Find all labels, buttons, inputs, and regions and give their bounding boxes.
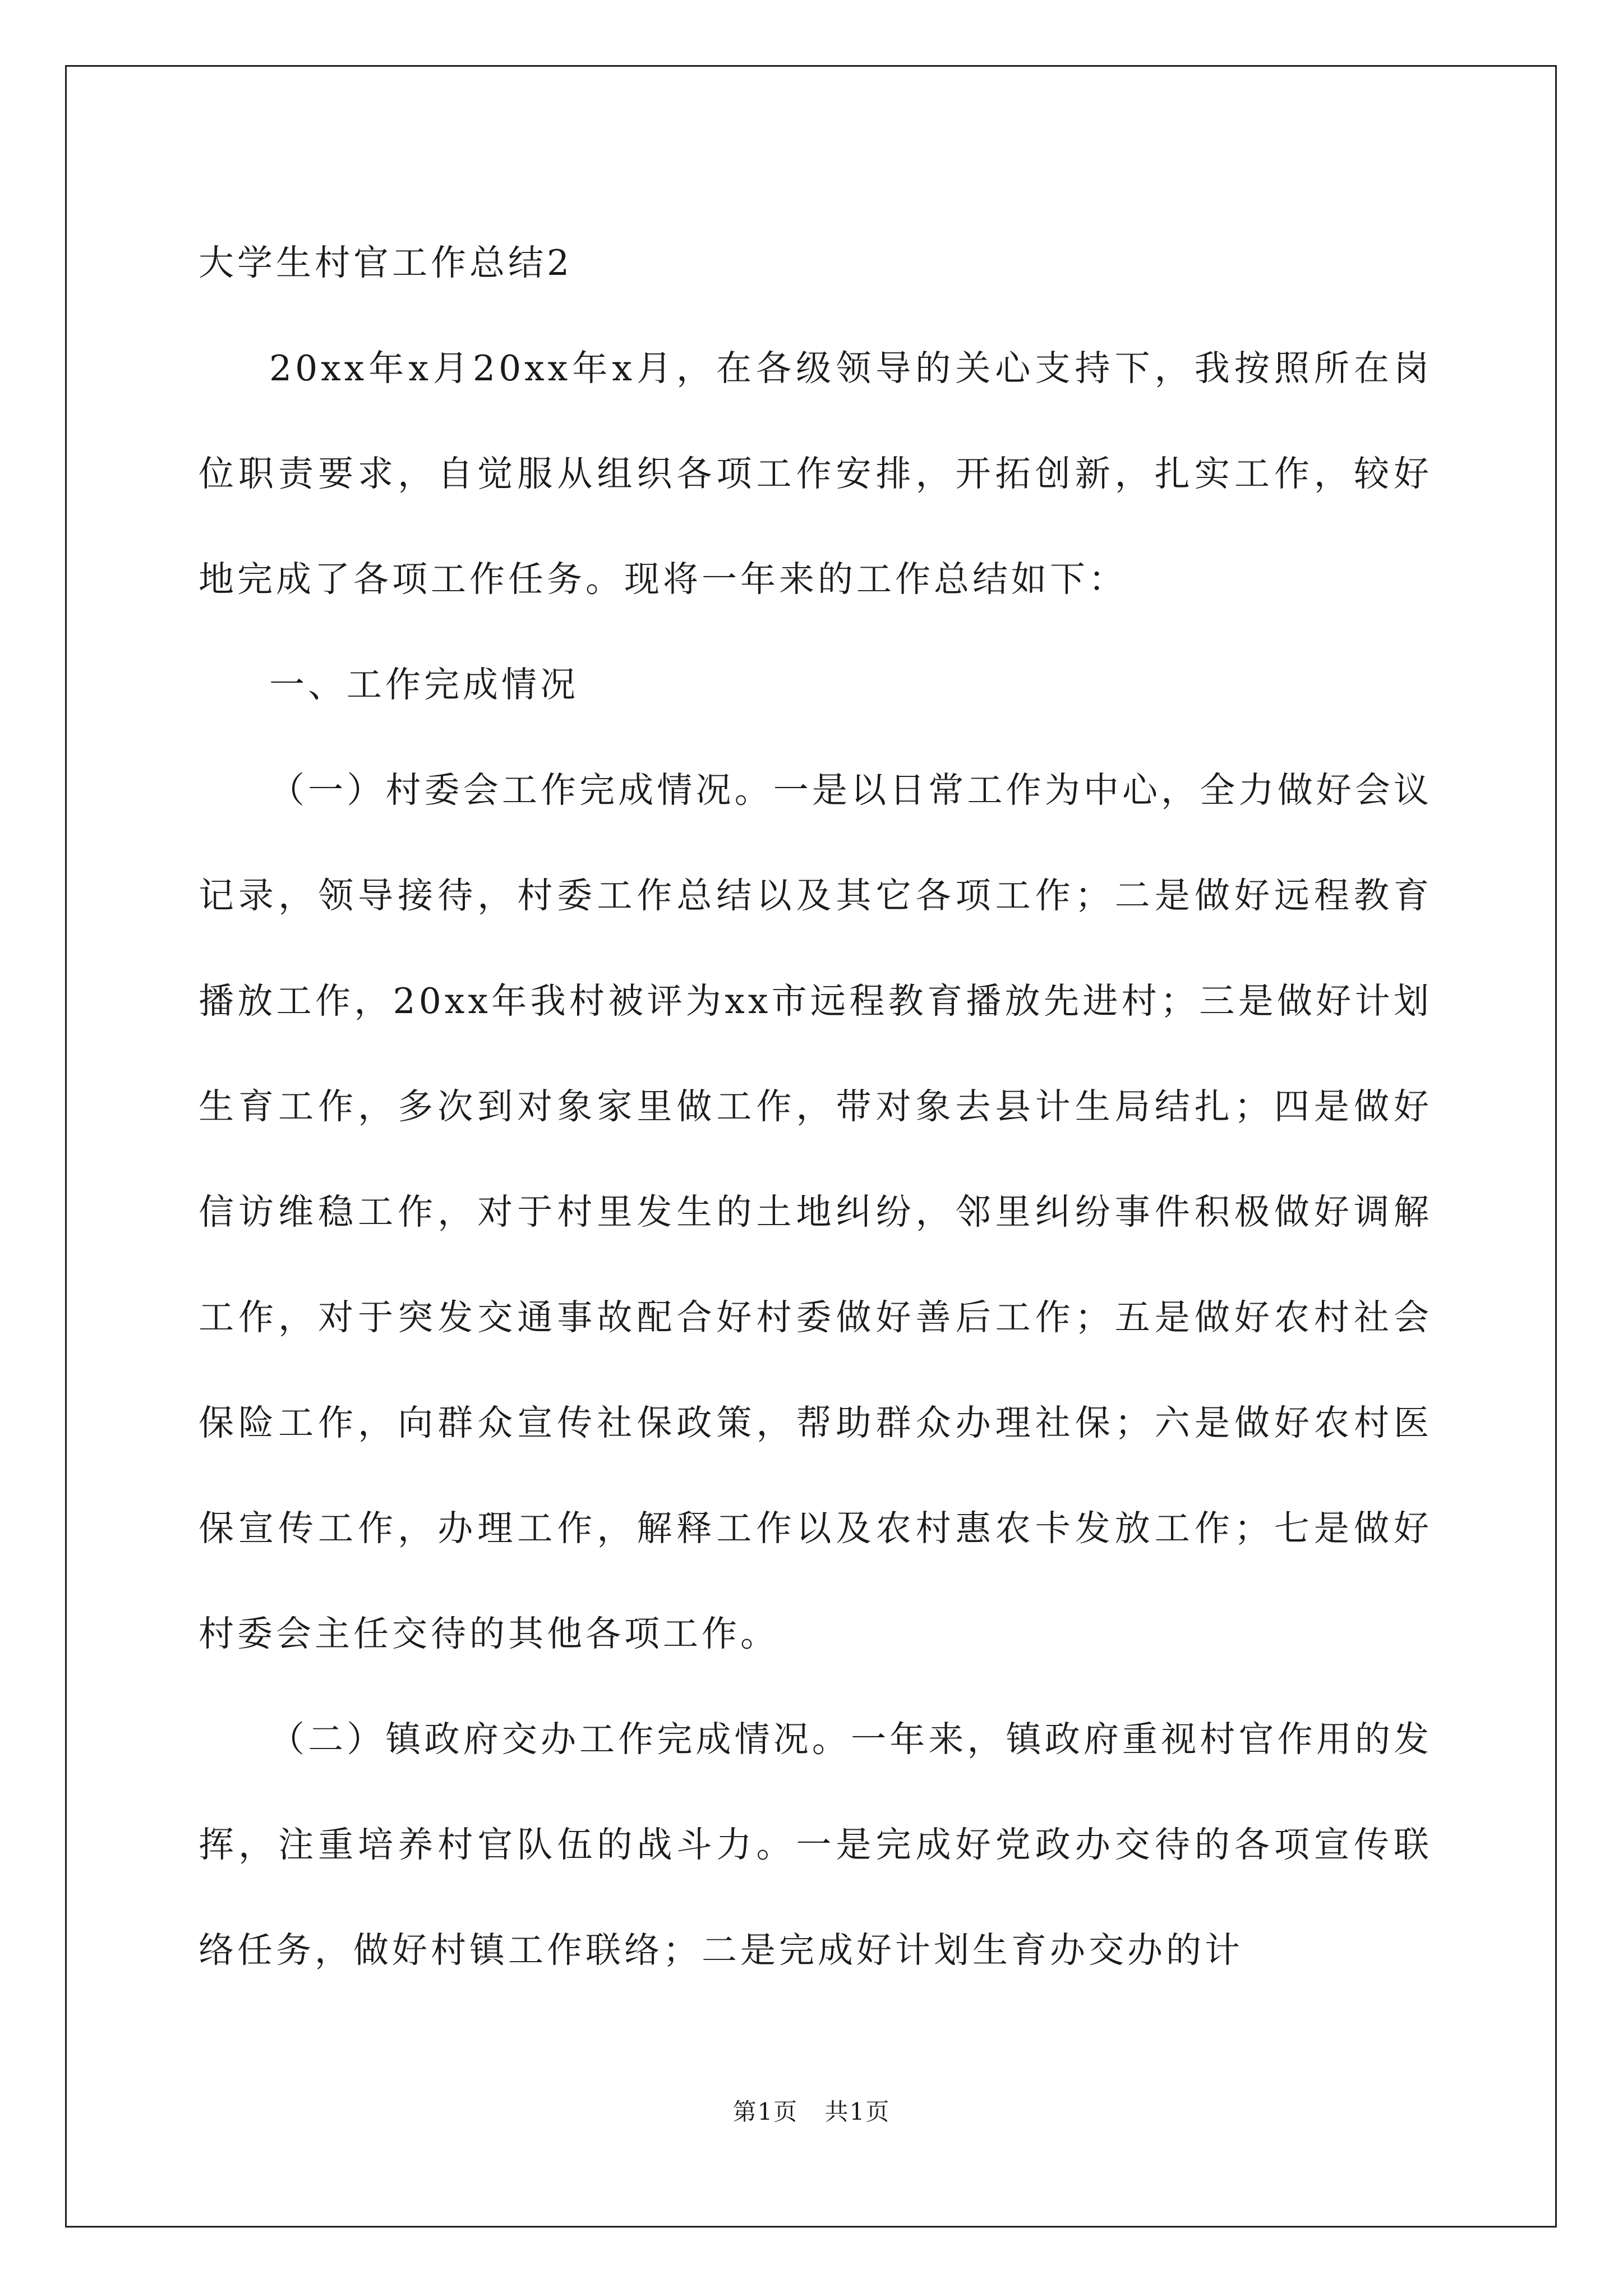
paragraph-intro: 20xx年x月20xx年x月，在各级领导的关心支持下，我按照所在岗位职责要求，自觉服从组织各项工作安排，开拓创新，扎实工作，较好地完成了各项工作任务。现将一年来的工作总结如下：: [199, 348, 1432, 600]
document-title: 大学生村官工作总结2: [199, 242, 573, 283]
document-body: [199, 210, 1432, 2003]
page-total: 共1页: [824, 2098, 891, 2125]
page-number: 第1页: [732, 2098, 799, 2125]
paragraph-village-committee: （一）村委会工作完成情况。一是以日常工作为中心，全力做好会议记录，领导接待，村委工作总结以及其它各项工作；二是做好远程教育播放工作，20xx年我村被评为xx市远程教育播放先进村；三是做好计划生育工作，多次到对象家里做工作，带对象去县计生局结扎；四是做好信访维稳工作，对于村里发生的土地纠纷，邻里纠纷事件积极做好调解工作，对于突发交通事故配合好村委做好善后工作；五是做好农村社会保险工作，向群众宣传社保政策，帮助群众办理社保；六是做好农村医保宣传工作，办理工作，解释工作以及农村惠农卡发放工作；七是做好村委会主任交待的其他各项工作。: [199, 770, 1432, 1654]
section-heading: 一、工作完成情况: [269, 664, 579, 705]
paragraph-town-government: （二）镇政府交办工作完成情况。一年来，镇政府重视村官作用的发挥，注重培养村官队伍的战斗力。一是完成好党政办交待的各项宣传联络任务，做好村镇工作联络；二是完成好计划生育办交办的计: [199, 1719, 1432, 1971]
page-footer: [0, 2095, 1623, 2129]
